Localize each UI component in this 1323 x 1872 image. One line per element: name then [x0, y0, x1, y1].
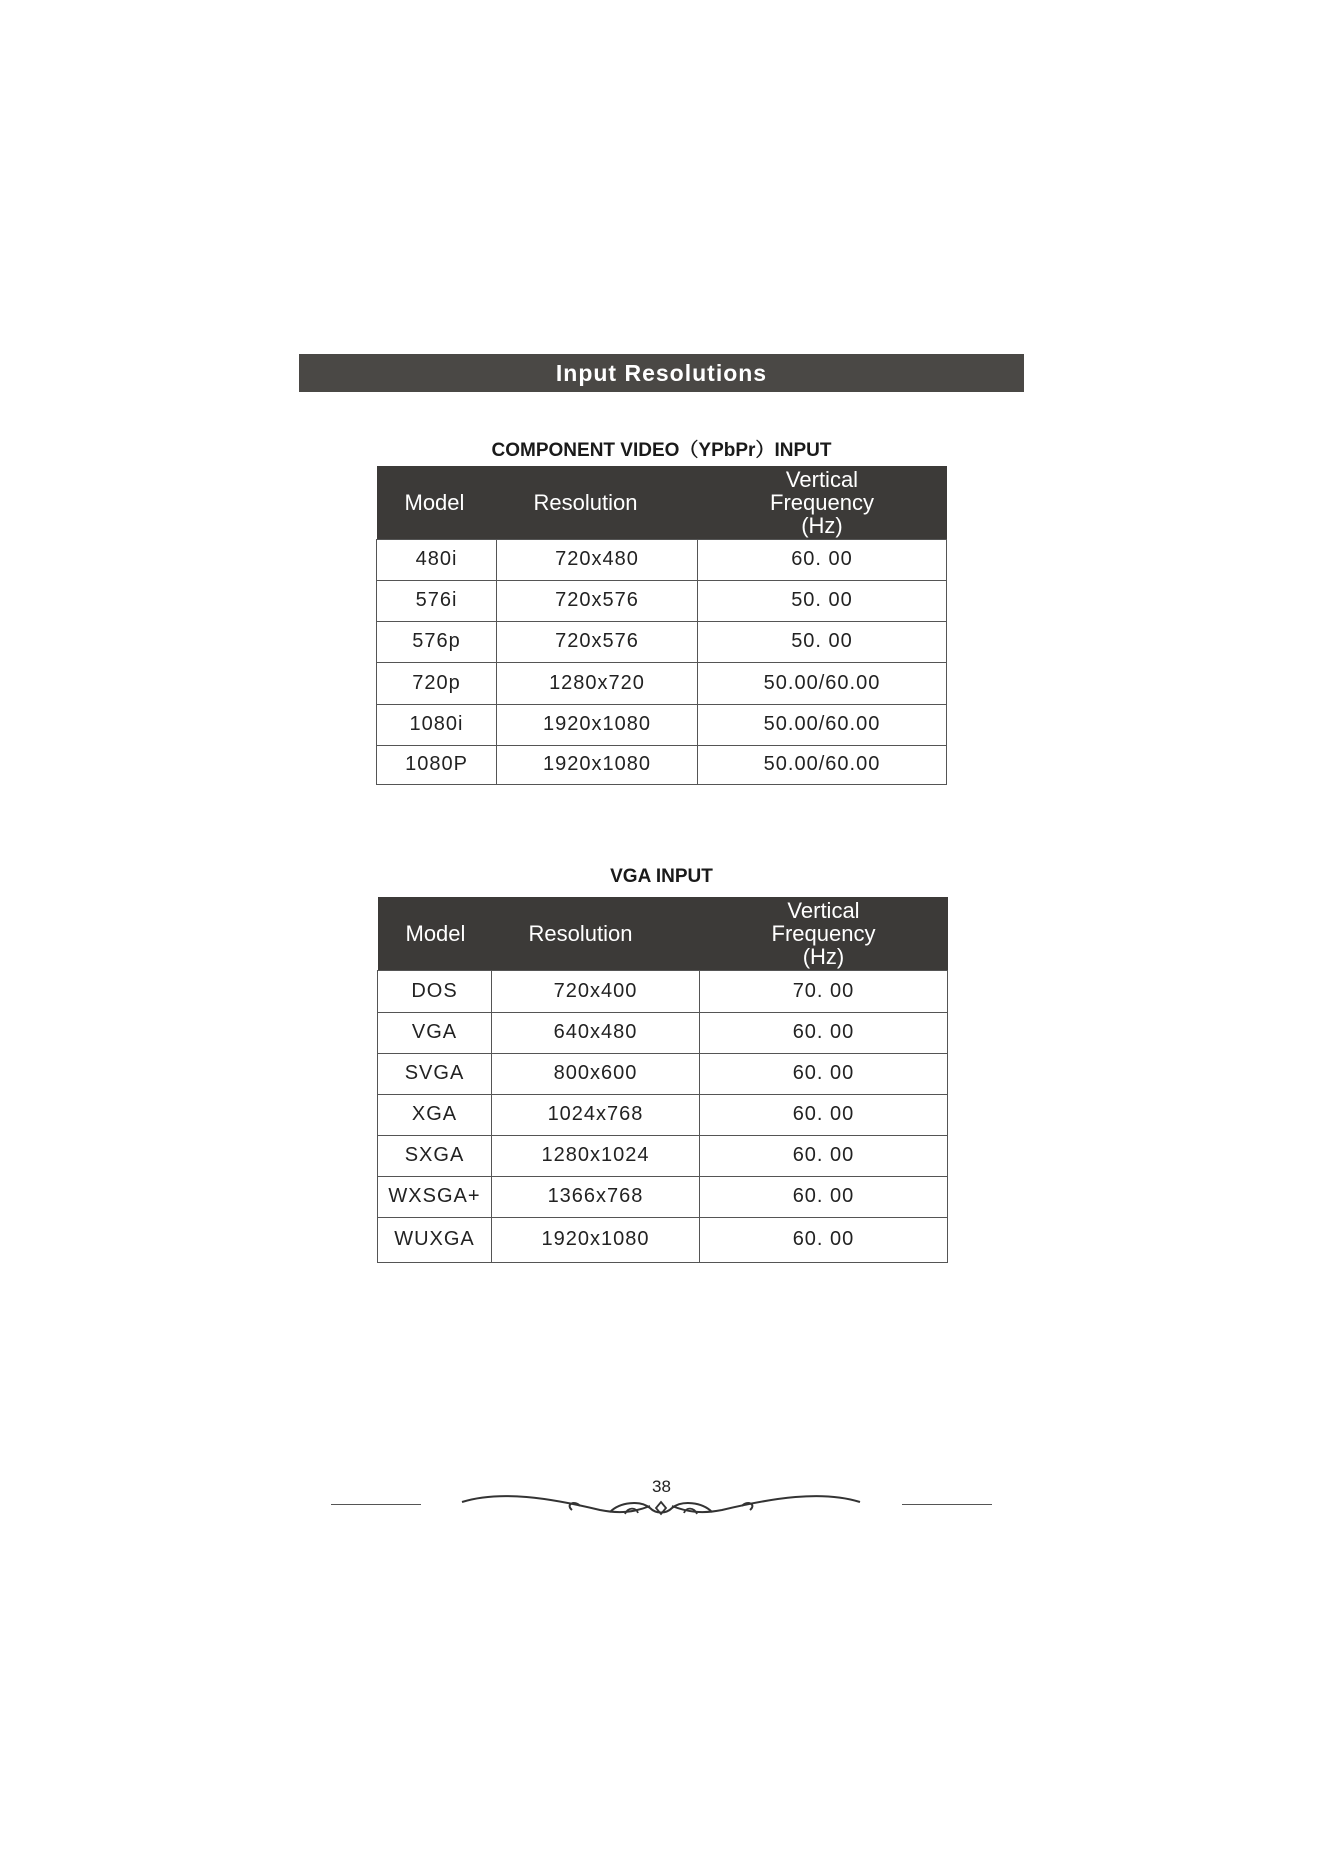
header-vertical-frequency — [700, 897, 948, 970]
cell-resolution: 720x576 — [497, 580, 698, 621]
footer-rule-left — [331, 1504, 421, 1505]
cell-resolution: 720x576 — [497, 621, 698, 662]
table-row — [378, 1012, 948, 1053]
header-model: Model — [377, 466, 497, 539]
cell-model: 576p — [377, 621, 497, 662]
cell-frequency: 60. 00 — [700, 1135, 948, 1176]
header-resolution: Resolution — [497, 466, 698, 539]
cell-frequency: 60. 00 — [700, 1217, 948, 1262]
page-banner — [299, 354, 1024, 392]
cell-model: WXSGA+ — [378, 1176, 492, 1217]
header-freq-line1: Vertical — [787, 897, 860, 923]
table-row — [378, 970, 948, 1012]
header-freq-line1: Vertical — [785, 466, 859, 492]
cell-model: 1080i — [377, 704, 497, 745]
table-row — [378, 1176, 948, 1217]
table-row — [377, 580, 947, 621]
cell-frequency: 60. 00 — [700, 1094, 948, 1135]
header-freq-line3: (Hz) — [801, 512, 843, 538]
table-row — [378, 1053, 948, 1094]
header-resolution: Resolution — [492, 897, 700, 970]
cell-model: VGA — [378, 1012, 492, 1053]
table-row — [377, 704, 947, 745]
cell-frequency: 60. 00 — [700, 1012, 948, 1053]
component-header-row — [377, 466, 947, 539]
cell-frequency: 60. 00 — [700, 1053, 948, 1094]
header-freq-line3: (Hz) — [802, 943, 845, 969]
cell-resolution: 720x480 — [497, 539, 698, 580]
table-row — [377, 621, 947, 662]
cell-model: WUXGA — [378, 1217, 492, 1262]
vga-table — [377, 897, 948, 1263]
vga-header-row — [378, 897, 948, 970]
cell-resolution: 1280x720 — [497, 662, 698, 704]
table-row — [377, 539, 947, 580]
cell-resolution: 1920x1080 — [492, 1217, 700, 1262]
cell-model: SXGA — [378, 1135, 492, 1176]
cell-resolution: 1366x768 — [492, 1176, 700, 1217]
cell-model: 720p — [377, 662, 497, 704]
cell-frequency: 50. 00 — [698, 580, 947, 621]
cell-resolution: 1920x1080 — [497, 745, 698, 784]
table-row — [377, 662, 947, 704]
cell-frequency: 50.00/60.00 — [698, 662, 947, 704]
vga-section-title: VGA INPUT — [610, 866, 713, 887]
header-freq-line2: Frequency — [770, 489, 874, 515]
cell-frequency: 50. 00 — [698, 621, 947, 662]
cell-model: XGA — [378, 1094, 492, 1135]
cell-frequency: 50.00/60.00 — [698, 745, 947, 784]
cell-frequency: 50.00/60.00 — [698, 704, 947, 745]
component-section-title: COMPONENT VIDEO（YPbPr）INPUT — [491, 440, 832, 461]
header-vertical-frequency — [698, 466, 947, 539]
cell-model: 480i — [377, 539, 497, 580]
cell-resolution: 720x400 — [492, 970, 700, 1012]
cell-model: 576i — [377, 580, 497, 621]
table-row — [377, 745, 947, 784]
cell-resolution: 1920x1080 — [497, 704, 698, 745]
cell-model: 1080P — [377, 745, 497, 784]
page-number: 38 — [652, 1477, 671, 1496]
table-row — [378, 1094, 948, 1135]
cell-model: DOS — [378, 970, 492, 1012]
cell-frequency: 60. 00 — [700, 1176, 948, 1217]
header-freq-line2: Frequency — [771, 920, 876, 946]
table-row — [378, 1135, 948, 1176]
cell-model: SVGA — [378, 1053, 492, 1094]
table-row — [378, 1217, 948, 1262]
cell-resolution: 800x600 — [492, 1053, 700, 1094]
banner-title: Input Resolutions — [555, 360, 768, 386]
cell-frequency: 70. 00 — [700, 970, 948, 1012]
cell-resolution: 1280x1024 — [492, 1135, 700, 1176]
cell-frequency: 60. 00 — [698, 539, 947, 580]
footer-rule-right — [902, 1504, 992, 1505]
header-model: Model — [378, 897, 492, 970]
cell-resolution: 1024x768 — [492, 1094, 700, 1135]
component-table — [376, 466, 947, 785]
cell-resolution: 640x480 — [492, 1012, 700, 1053]
